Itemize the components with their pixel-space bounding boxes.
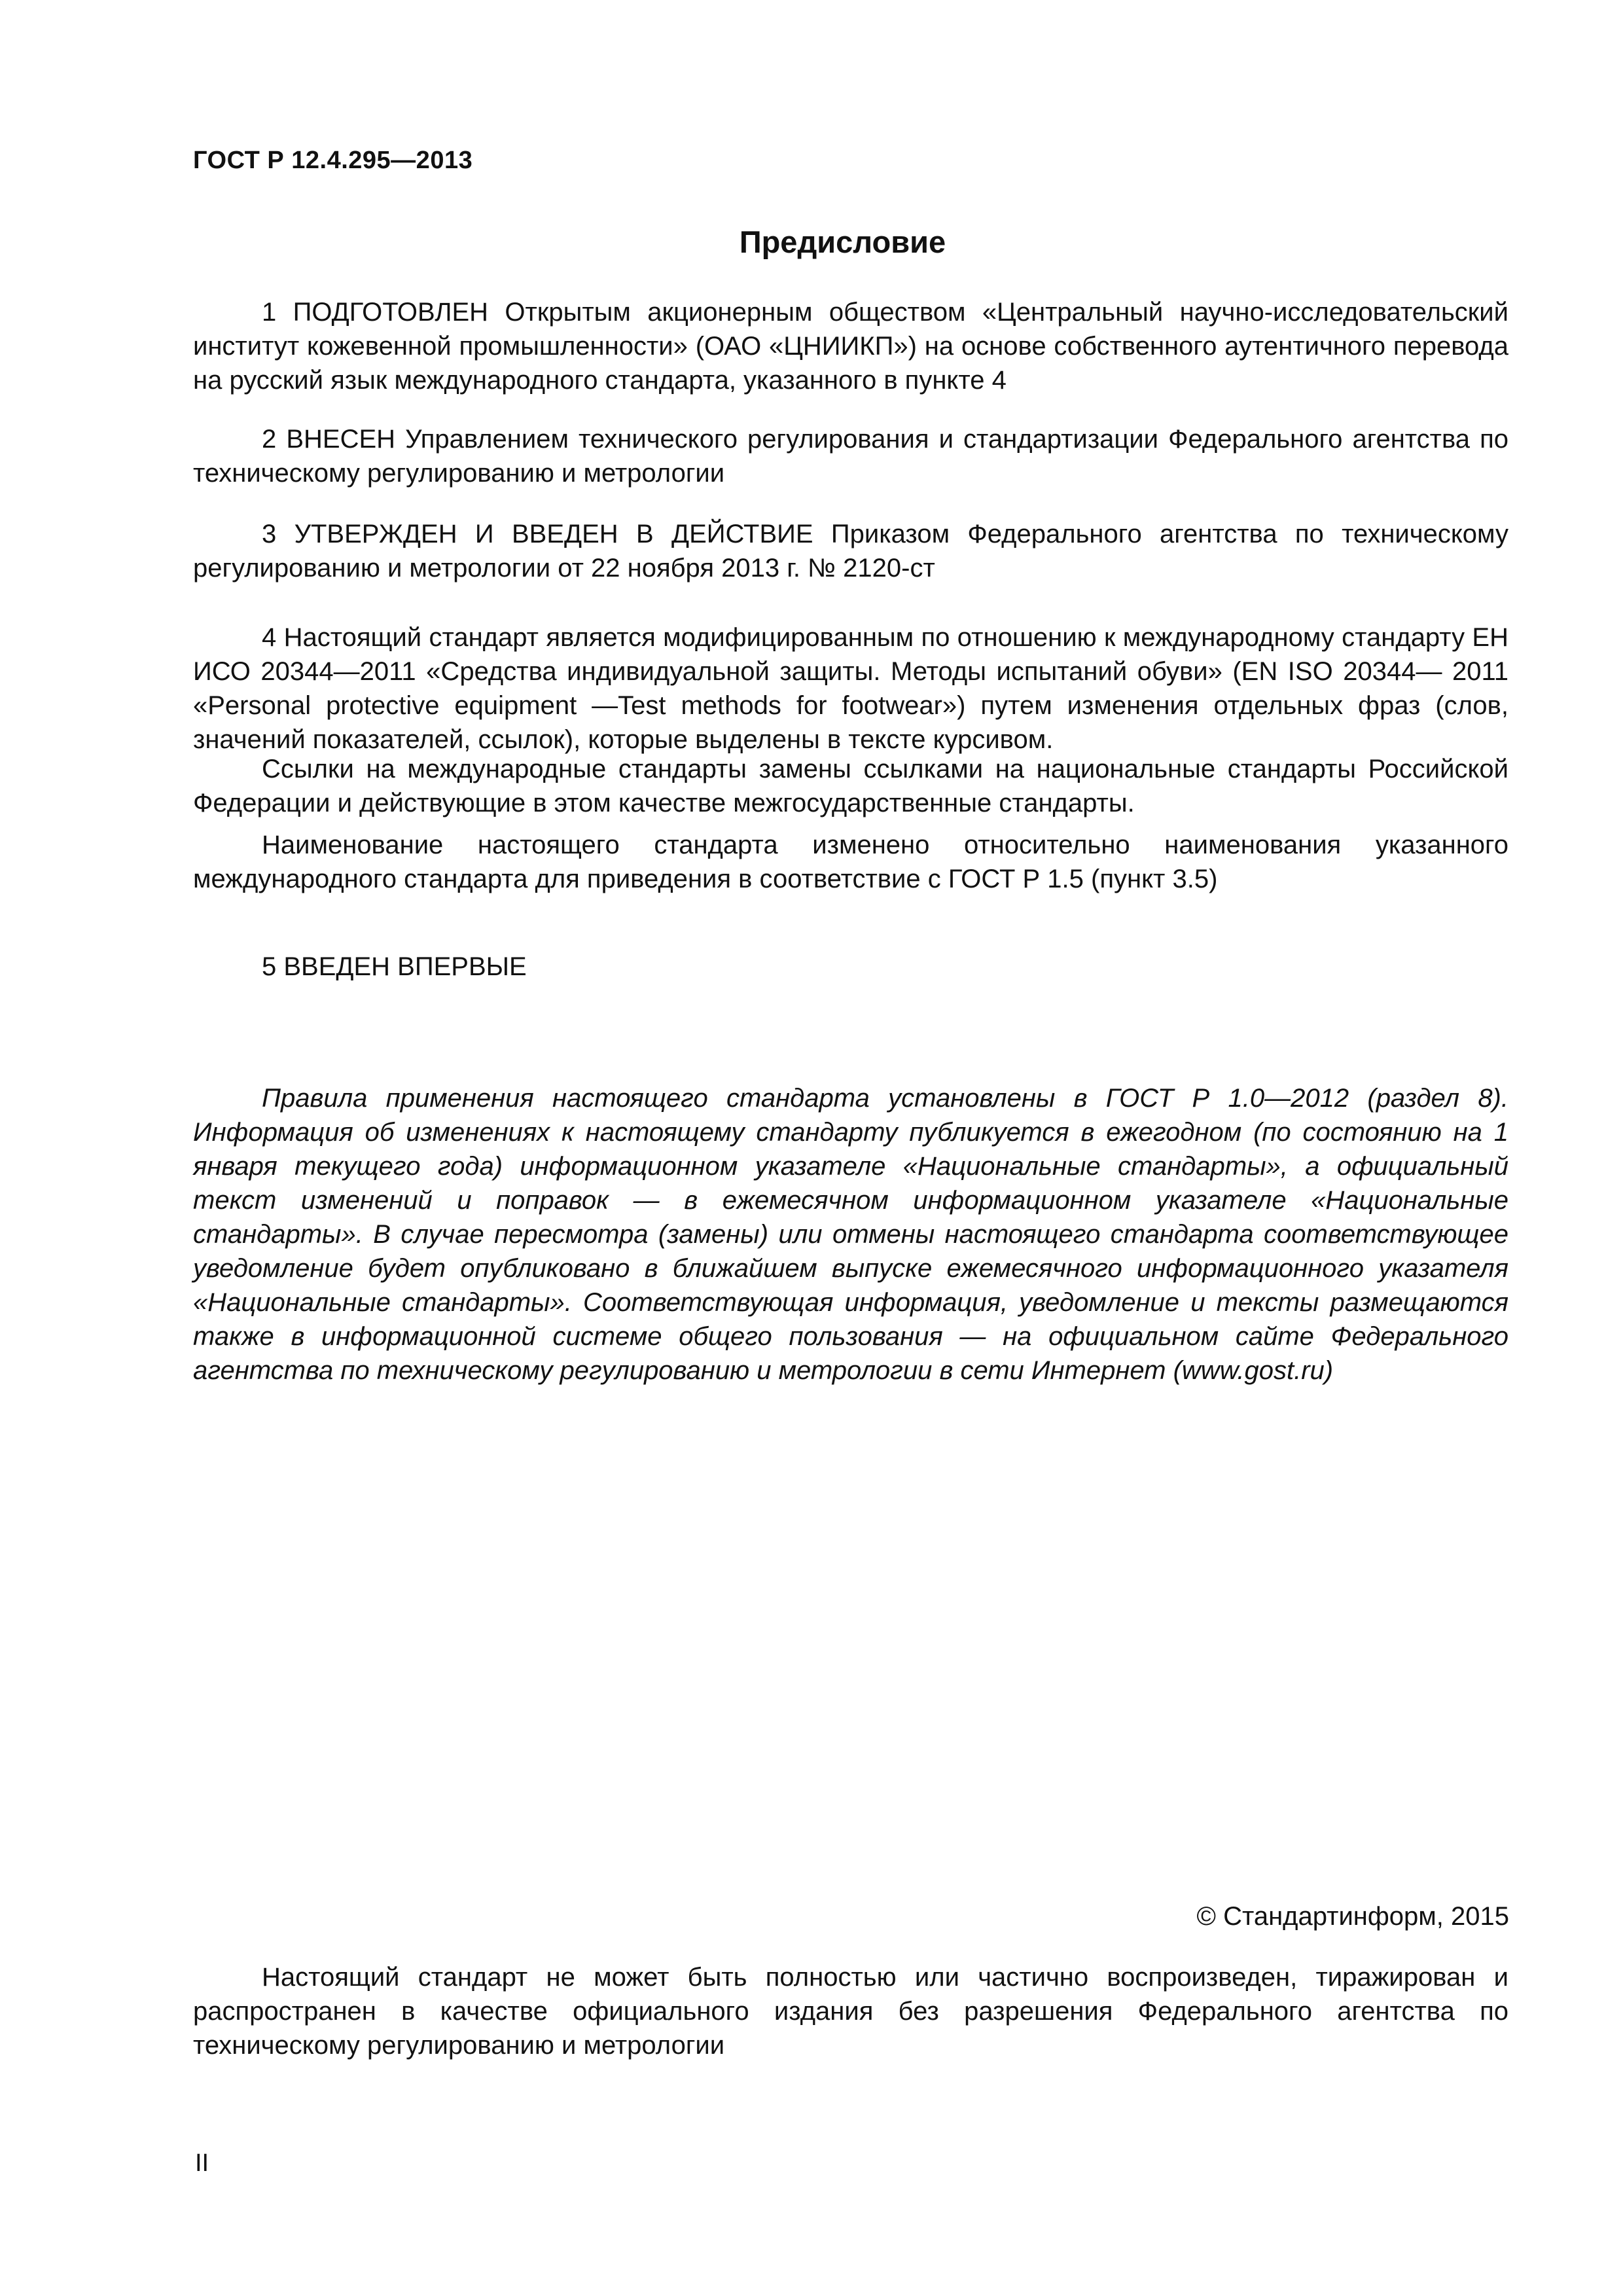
item-submitted: 2 ВНЕСЕН Управлением технического регулирования и стандартизации Федерального агентства по техническому регулированию и метрологии <box>193 425 1508 488</box>
item-introduced-first: 5 ВВЕДЕН ВПЕРВЫЕ <box>262 952 527 981</box>
page-title: Предисловие <box>739 224 946 259</box>
references-note: Ссылки на международные стандарты замены ссылками на национальные стандарты Российской Федерации и действующие в этом качестве межгосударственные стандарты. <box>193 755 1508 817</box>
page-number: II <box>195 2149 209 2177</box>
item-modified-standard: 4 Настоящий стандарт является модифицированным по отношению к международному стандарту ЕН ИСО 20344—2011 «Средства индивидуальной защиты. Методы испытаний обуви» (EN ISO 20344— 2011 «Personal protective equipment —Test methods for footwear») путем изменения отдельных фраз (слов, значений показателей, ссылок), которые выделены в тексте курсивом. <box>193 623 1508 754</box>
title-change-note: Наименование настоящего стандарта изменено относительно наименования указанного международного стандарта для приведения в соответствие с ГОСТ Р 1.5 (пункт 3.5) <box>193 831 1508 893</box>
reproduction-notice: Настоящий стандарт не может быть полностью или частично воспроизведен, тиражирован и распространен в качестве официального издания без разрешения Федерального агентства по техническому регулированию и метрологии <box>193 1963 1508 2060</box>
item-approved: 3 УТВЕРЖДЕН И ВВЕДЕН В ДЕЙСТВИЕ Приказом Федерального агентства по техническому регулированию и метрологии от 22 ноября 2013 г. № 2120-ст <box>193 520 1508 583</box>
document-code: ГОСТ Р 12.4.295—2013 <box>193 147 473 174</box>
item-prepared: 1 ПОДГОТОВЛЕН Открытым акционерным обществом «Центральный научно-исследовательский институт кожевенной промышленности» (ОАО «ЦНИИКП») на основе собственного аутентичного перевода на русский язык международного стандарта, указанного в пункте 4 <box>193 298 1508 395</box>
copyright: © Стандартинформ, 2015 <box>1196 1902 1509 1931</box>
rules-note: Правила применения настоящего стандарта установлены в ГОСТ Р 1.0—2012 (раздел 8). Информация об изменениях к настоящему стандарту публикуется в ежегодном (по состоянию на 1 января текущего года) информационном указателе «Национальные стандарты», а официальный текст изменений и поправок — в ежемесячном информационном указателе «Национальные стандарты». В случае пересмотра (замены) или отмены настоящего стандарта соответствующее уведомление будет опубликовано в ближайшем выпуске ежемесячного информационного указателя «Национальные стандарты». Соответствующая информация, уведомление и тексты размещаются также в информационной системе общего пользования — на официальном сайте Федерального агентства по техническому регулированию и метрологии в сети Интернет (www.gost.ru) <box>193 1084 1508 1385</box>
